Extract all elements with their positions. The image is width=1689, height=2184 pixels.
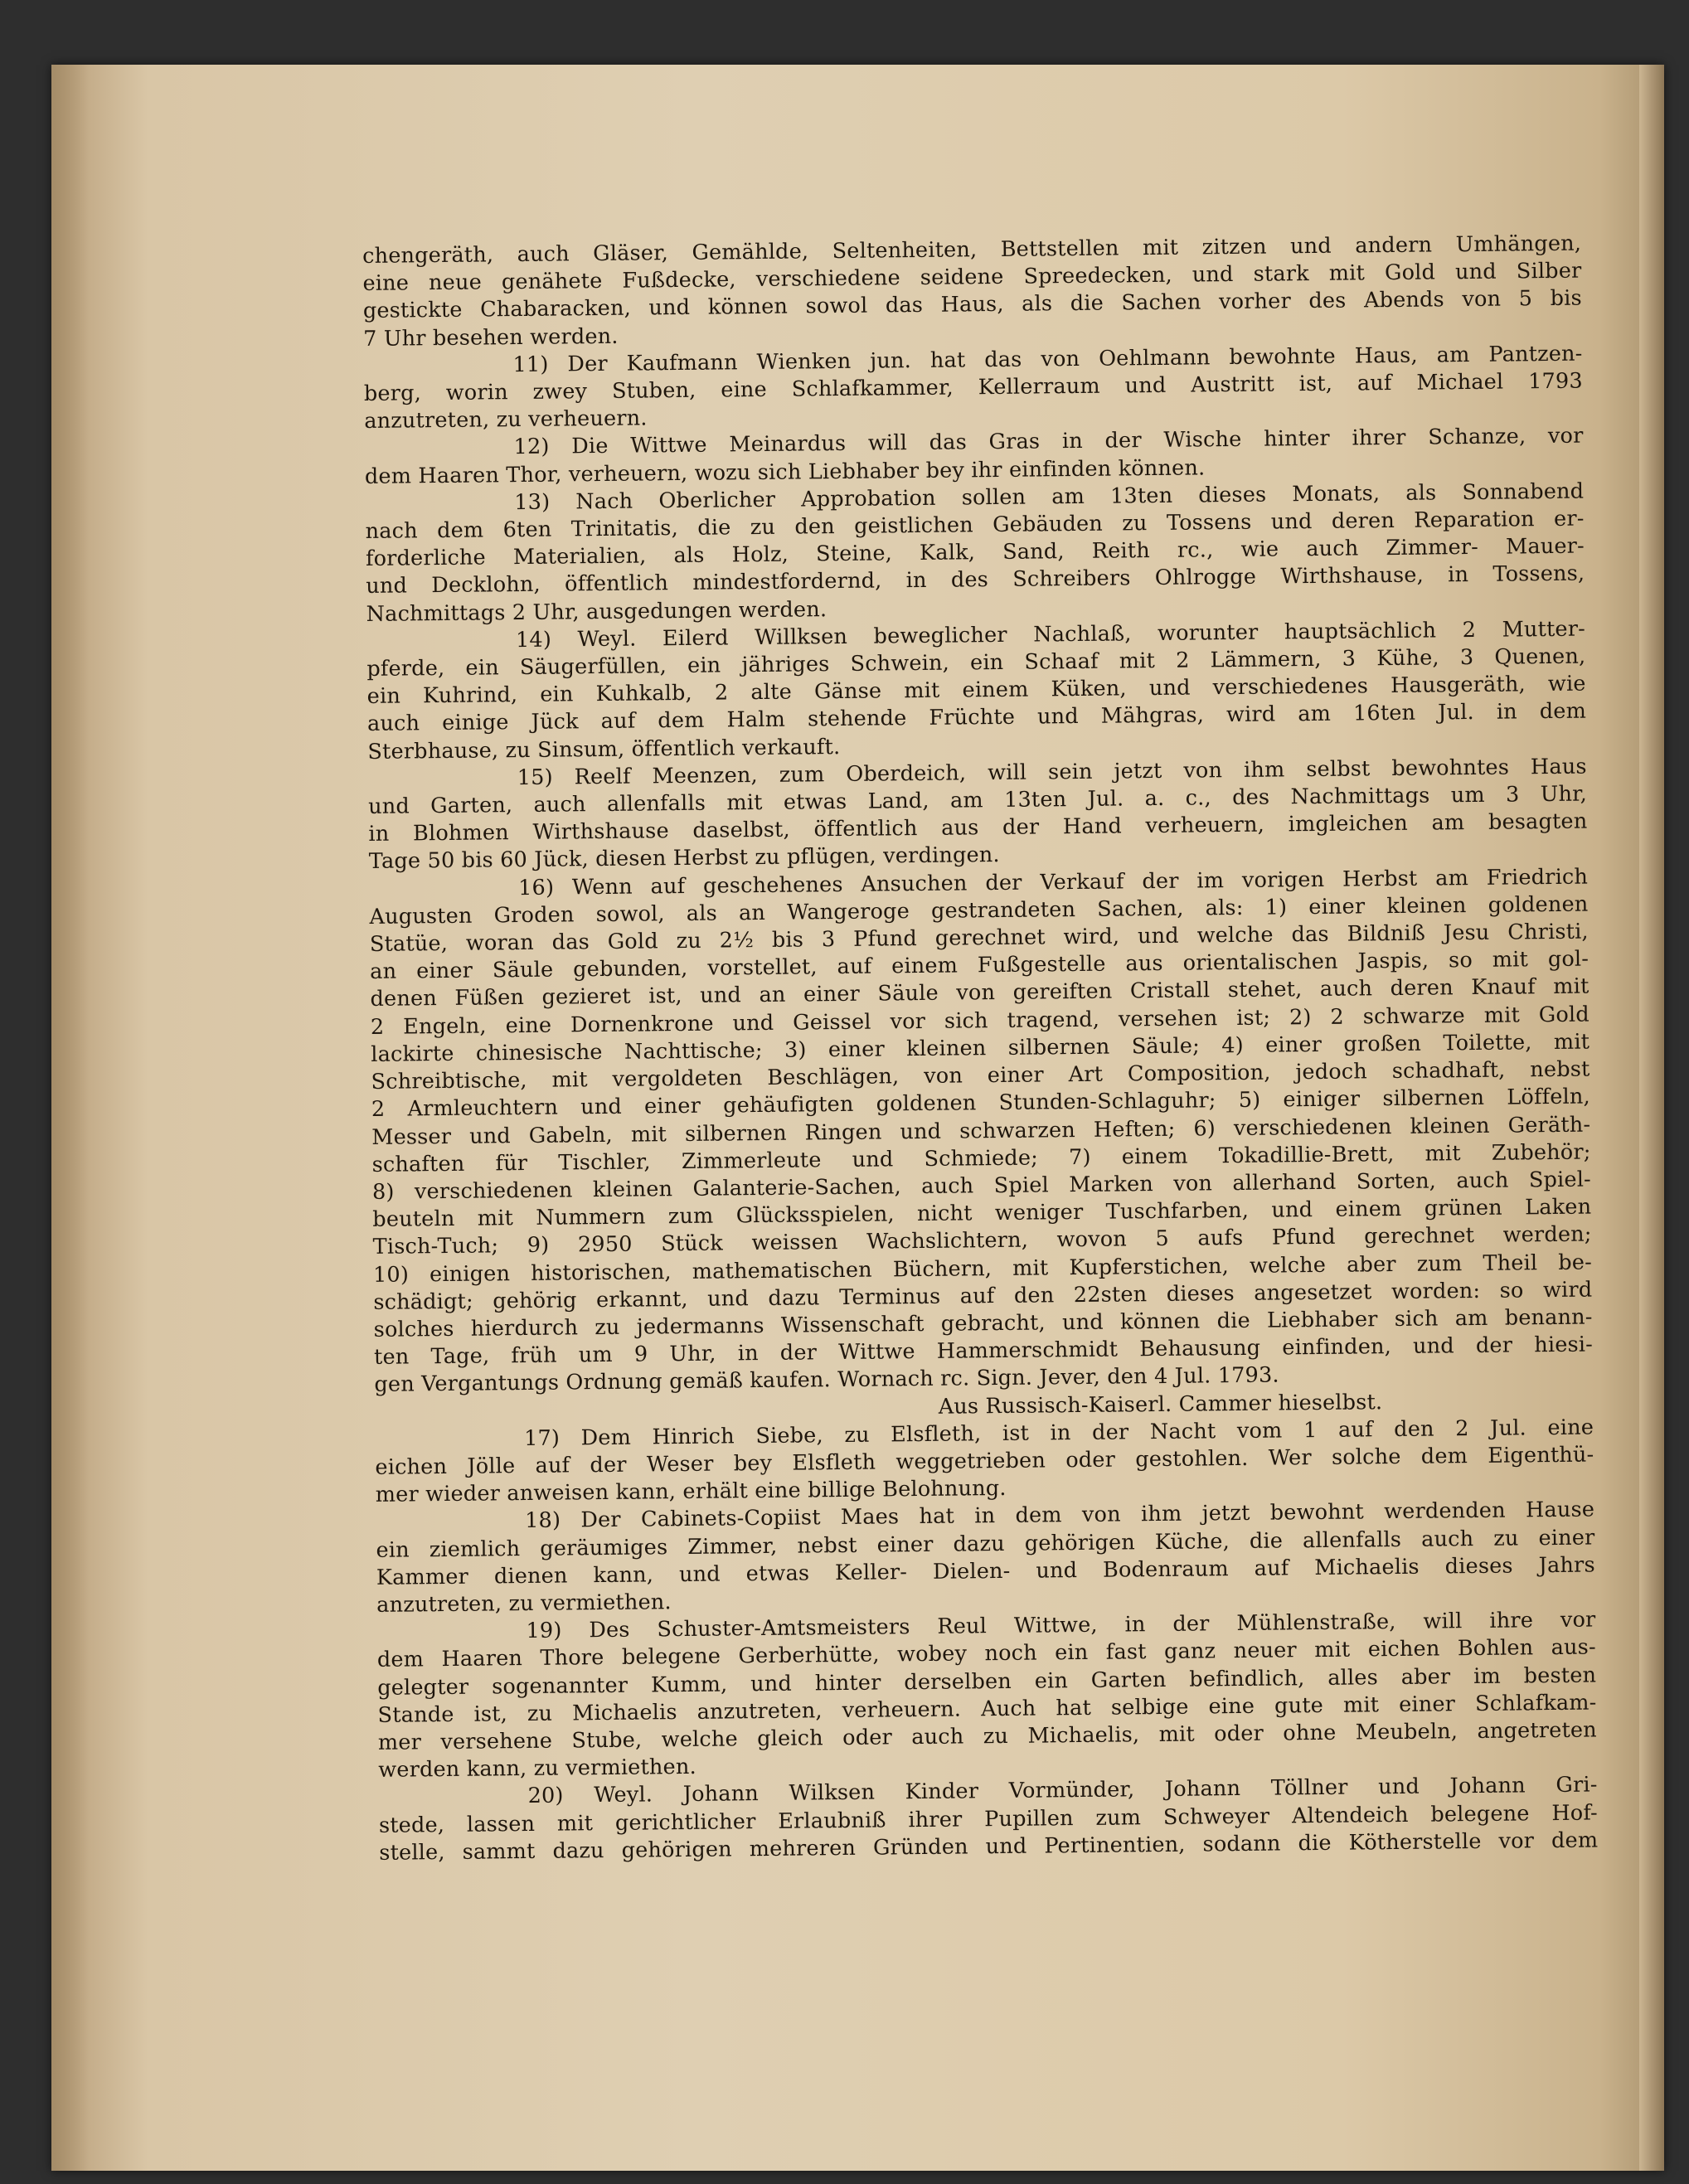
entry-19-start: 19) Des Schuster-Amtsmeisters Reul Wittwe, in der Mühlenstraße, will ihre vor bbox=[526, 1607, 1596, 1644]
entry-13-start: 13) Nach Oberlicher Approbation sollen am 13ten dieses Monats, als Sonnabend bbox=[514, 478, 1585, 515]
text-line: anzutreten, zu verheuern. bbox=[364, 405, 648, 434]
text-line: nach dem 6ten Trinitatis, die zu den geistlichen Gebäuden zu Tossens und deren Reparation er- bbox=[365, 506, 1585, 545]
entry-20-start: 20) Weyl. Johann Wilksen Kinder Vormünder, Johann Töllner und Johann Gri- bbox=[527, 1772, 1598, 1809]
text-line: schaften für Tischler, Zimmerleute und Schmiede; 7) einem Tokadillie-Brett, mit Zubehör; bbox=[371, 1139, 1591, 1177]
text-line: berg, worin zwey Stuben, eine Schlafkammer, Kellerraum und Austritt ist, auf Michael 1793 bbox=[363, 368, 1583, 407]
text-line: eine neue genähete Fußdecke, verschiedene seidene Spreedecken, und stark mit Gold und Silber bbox=[362, 258, 1582, 297]
entry-11-start: 11) Der Kaufmann Wienken jun. hat das von Oehlmann bewohnte Haus, am Pantzen- bbox=[512, 341, 1583, 377]
page-edge bbox=[1639, 65, 1664, 2171]
text-body bbox=[362, 231, 1598, 1867]
text-line: Augusten Groden sowol, als an Wangeroge gestrandeten Sachen, als: 1) einer kleinen goldenen bbox=[369, 891, 1589, 929]
text-line: mer wieder anweisen kann, erhält eine billige Belohnung. bbox=[375, 1476, 1007, 1508]
text-line: Statüe, woran das Gold zu 2½ bis 3 Pfund gerechnet wird, und welche das Bildniß Jesu Christi, bbox=[369, 919, 1589, 958]
text-line: 2 Armleuchtern und einer gehäufigten goldenen Stunden-Schlaguhr; 5) einiger silbernen Löffeln, bbox=[371, 1084, 1591, 1123]
entry-15-start: 15) Reelf Meenzen, zum Oberdeich, will sein jetzt von ihm selbst bewohntes Haus bbox=[517, 754, 1587, 790]
text-line: solches hierdurch zu jedermanns Wissenschaft gebracht, und können die Liebhaber sich am benann- bbox=[373, 1304, 1593, 1342]
text-line: Tisch-Tuch; 9) 2950 Stück weissen Wachslichtern, wovon 5 aufs Pfund gerechnet werden; bbox=[372, 1221, 1592, 1260]
text-line: pferde, ein Säugerfüllen, ein jähriges Schwein, ein Schaaf mit 2 Lämmern, 3 Kühe, 3 Quenen, bbox=[366, 643, 1586, 682]
entry-18-start: 18) Der Cabinets-Copiist Maes hat in dem von ihm jetzt bewohnt werdenden Hause bbox=[524, 1497, 1595, 1534]
text-line: dem Haaren Thore belegene Gerberhütte, wobey noch ein fast ganz neuer mit eichen Bohlen aus- bbox=[376, 1634, 1596, 1673]
text-line: mer versehene Stube, welche gleich oder auch zu Michaelis, mit oder ohne Meubeln, angetreten bbox=[377, 1717, 1598, 1755]
issuer-signature: Aus Russisch-Kaiserl. Cammer hieselbst. bbox=[938, 1389, 1383, 1420]
page-gutter bbox=[51, 65, 89, 2171]
text-line: auch einige Jück auf dem Halm stehende Früchte und Mähgras, wird am 16ten Jul. in dem bbox=[366, 699, 1587, 737]
entry-16-start: 16) Wenn auf geschehenes Ansuchen der Verkauf der im vorigen Herbst am Friedrich bbox=[517, 864, 1589, 900]
text-line: gelegter sogenannter Kumm, und hinter derselben ein Garten befindlich, alles aber im besten bbox=[377, 1662, 1597, 1701]
text-line: eichen Jölle auf der Weser bey Elsfleth weggetrieben oder gestohlen. Wer solche dem Eigenthü- bbox=[375, 1442, 1594, 1480]
entry-12-start: 12) Die Wittwe Meinardus will das Gras in der Wische hinter ihrer Schanze, vor bbox=[513, 424, 1584, 460]
text-line: dem Haaren Thor, verheuern, wozu sich Liebhaber bey ihr einfinden können. bbox=[364, 454, 1206, 489]
text-line: ein ziemlich geräumiges Zimmer, nebst einer dazu gehörigen Küche, die allenfalls auch zu einer bbox=[376, 1525, 1595, 1563]
text-line: gestickte Chabaracken, und können sowol das Haus, als die Sachen vorher des Abends von 5 bis bbox=[362, 286, 1582, 324]
text-line: Messer und Gabeln, mit silbernen Ringen und schwarzen Heften; 6) verschiedenen kleinen Geräth- bbox=[371, 1112, 1591, 1150]
text-line: 2 Engeln, eine Dornenkrone und Geissel vor sich tragend, versehen ist; 2) 2 schwarze mit Gold bbox=[370, 1002, 1590, 1040]
text-line: denen Füßen gezieret ist, und an einer Säule von gereiften Cristall stehet, auch deren Knauf mit bbox=[370, 974, 1590, 1012]
text-line: ein Kuhrind, ein Kuhkalb, 2 alte Gänse mit einem Küken, und verschiedenes Hausgeräth, wie bbox=[366, 671, 1586, 710]
text-line: Kammer dienen kann, und etwas Keller- Dielen- und Bodenraum auf Michaelis dieses Jahrs bbox=[376, 1552, 1595, 1590]
text-line: Stande ist, zu Michaelis anzutreten, verheuern. Auch hat selbige eine gute mit einer Schlafkam- bbox=[377, 1690, 1597, 1728]
text-line: Nachmittags 2 Uhr, ausgedungen werden. bbox=[366, 596, 828, 627]
text-line: 8) verschiedenen kleinen Galanterie-Sachen, auch Spiel Marken von allerhand Sorten, auch Spiel- bbox=[371, 1167, 1592, 1205]
text-line: schädigt; gehörig erkannt, und dazu Terminus auf den 22sten dieses angesetzet worden: so wird bbox=[373, 1277, 1593, 1315]
book-page bbox=[51, 65, 1664, 2171]
text-line: 10) einigen historischen, mathematischen Büchern, mit Kupferstichen, welche aber zum Theil be- bbox=[372, 1250, 1593, 1288]
text-line: stelle, sammt dazu gehörigen mehreren Gründen und Pertinentien, sodann die Kötherstelle vor dem bbox=[379, 1827, 1599, 1866]
text-line: 7 Uhr besehen werden. bbox=[363, 323, 619, 352]
text-line: stede, lassen mit gerichtlicher Erlaubniß ihrer Pupillen zum Schweyer Altendeich belegene Hof- bbox=[378, 1800, 1599, 1838]
text-line: gen Vergantungs Ordnung gemäß kaufen. Wornach rc. Sign. Jever, den 4 Jul. 1793. bbox=[374, 1362, 1279, 1398]
text-line: ten Tage, früh um 9 Uhr, in der Wittwe Hammerschmidt Behausung einfinden, und der hiesi- bbox=[373, 1332, 1594, 1371]
text-line: Tage 50 bis 60 Jück, diesen Herbst zu pflügen, verdingen. bbox=[368, 842, 1000, 875]
text-line: und Decklohn, öffentlich mindestfordernd, in des Schreibers Ohlrogge Wirthshause, in Tossens, bbox=[366, 561, 1585, 599]
text-line: Schreibtische, mit vergoldeten Beschlägen, von einer Art Composition, jedoch schadhaft, nebst bbox=[371, 1056, 1590, 1095]
text-line: an einer Säule gebunden, vorstellet, auf einem Fußgestelle aus orientalischen Jaspis, so mit gol- bbox=[370, 946, 1590, 985]
entry-17-start: 17) Dem Hinrich Siebe, zu Elsfleth, ist in der Nacht vom 1 auf den 2 Jul. eine bbox=[523, 1415, 1594, 1451]
entry-14-start: 14) Weyl. Eilerd Willksen beweglicher Nachlaß, worunter hauptsächlich 2 Mutter- bbox=[515, 616, 1586, 653]
text-line: beuteln mit Nummern zum Glücksspielen, nicht weniger Tuschfarben, und einem grünen Laken bbox=[372, 1194, 1592, 1233]
text-line: werden kann, zu vermiethen. bbox=[378, 1754, 696, 1784]
text-line: Sterbhause, zu Sinsum, öffentlich verkauft. bbox=[367, 734, 841, 764]
text-line: lackirte chinesische Nachttische; 3) einer kleinen silbernen Säule; 4) einer großen Toilette, mit bbox=[371, 1029, 1590, 1067]
text-line: in Blohmen Wirthshause daselbst, öffentlich aus der Hand verheuern, imgleichen am besagten bbox=[368, 808, 1588, 847]
text-line: und Garten, auch allenfalls mit etwas Land, am 13ten Jul. a. c., des Nachmittags um 3 Uhr, bbox=[367, 781, 1588, 820]
text-line: chengeräth, auch Gläser, Gemählde, Seltenheiten, Bettstellen mit zitzen und andern Umhängen, bbox=[362, 231, 1582, 269]
text-line: anzutreten, zu vermiethen. bbox=[376, 1589, 672, 1618]
text-line: forderliche Materialien, als Holz, Steine, Kalk, Sand, Reith rc., wie auch Zimmer- Mauer- bbox=[365, 533, 1585, 572]
